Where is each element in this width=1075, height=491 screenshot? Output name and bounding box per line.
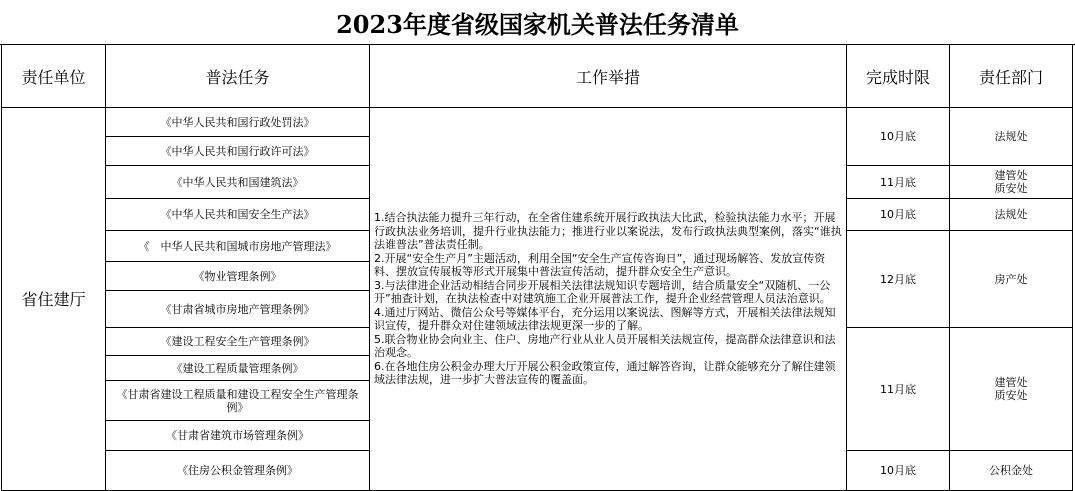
measure-item: 3.与法律进企业活动相结合同步开展相关法律法规知识专题培训，结合质量安全“双随机、一公开”抽查计划，在执法检查中对建筑施工企业开展普法工作，提升企业经营管理人员法治意识。 [374,278,831,306]
table-row [2,108,1073,137]
department-name: 质安处 [994,389,1028,402]
page-title: 2023年度省级国家机关普法任务清单 [0,0,1075,45]
deadline-cell: 10月底 [847,451,950,491]
law-item: 《住房公积金管理条例》 [106,451,370,491]
law-item: 《甘肃省城市房地产管理条例》 [106,291,370,328]
law-item: 《物业管理条例》 [106,262,370,291]
law-item: 《 中华人民共和国城市房地产管理法》 [106,231,370,262]
deadline-cell: 11月底 [847,166,950,199]
deadline-cell: 11月底 [847,328,950,451]
measure-item: 4.通过厅网站、微信公众号等媒体平台，充分运用以案说法、图解等方式，开展相关法律法规知识宣传，提升群众对住建领域法律法规更深一步的了解。 [374,305,836,333]
deadline-cell: 10月底 [847,108,950,166]
measure-item: 1.结合执法能力提升三年行动，在全省住建系统开展行政执法大比武，检验执法能力水平；开展行政执法业务培训，提升行业执法能力；推进行业以案说法，发布行政执法典型案例，落实“谁执法谁普法”普法责任制。 [374,211,842,252]
department-name: 质安处 [994,182,1028,195]
measure-item: 5.联合物业协会向业主、住户、房地产行业从业人员开展相关法规宣传，提高群众法律意识和法治观念。 [374,332,836,360]
law-item: 《中华人民共和国建筑法》 [106,166,370,199]
measure-item: 6.在各地住房公积金办理大厅开展公积金政策宣传，通过解答咨询，让群众能够充分了解住建领域法律法规，进一步扩大普法宣传的覆盖面。 [374,359,836,387]
department-cell [950,108,1073,166]
law-item: 《中华人民共和国行政处罚法》 [106,108,370,137]
responsible-unit: 省住建厅 [2,108,106,491]
law-item: 《中华人民共和国行政许可法》 [106,137,370,166]
header-measures: 工作举措 [370,45,847,108]
department-cell [950,328,1073,451]
law-item: 《建设工程安全生产管理条例》 [106,328,370,356]
task-table [1,44,1073,491]
department-cell [950,231,1073,328]
law-item: 《中华人民共和国安全生产法》 [106,199,370,231]
header-department: 责任部门 [950,45,1073,108]
header-row [2,45,1073,108]
header-unit: 责任单位 [2,45,106,108]
work-measures [370,108,847,491]
law-item: 《建设工程质量管理条例》 [106,356,370,381]
header-tasks: 普法任务 [106,45,370,108]
department-cell [950,451,1073,491]
law-item: 《甘肃省建筑市场管理条例》 [106,421,370,451]
measure-item: 2.开展“安全生产月”主题活动，利用全国“安全生产宣传咨询日”，通过现场解答、发放宣传资料、摆放宣传展板等形式开展集中普法宣传活动，提升群众安全生产意识。 [374,251,826,279]
department-name: 公积金处 [989,464,1033,477]
department-cell [950,166,1073,199]
law-item: 《甘肃省建设工程质量和建设工程安全生产管理条例》 [106,381,370,421]
header-deadline: 完成时限 [847,45,950,108]
department-cell [950,199,1073,231]
department-name: 法规处 [994,208,1028,221]
deadline-cell: 10月底 [847,199,950,231]
department-name: 房产处 [994,272,1028,286]
department-name: 建管处 [994,169,1028,182]
department-name: 建管处 [994,376,1028,389]
department-name: 法规处 [994,130,1028,143]
deadline-cell: 12月底 [847,231,950,328]
